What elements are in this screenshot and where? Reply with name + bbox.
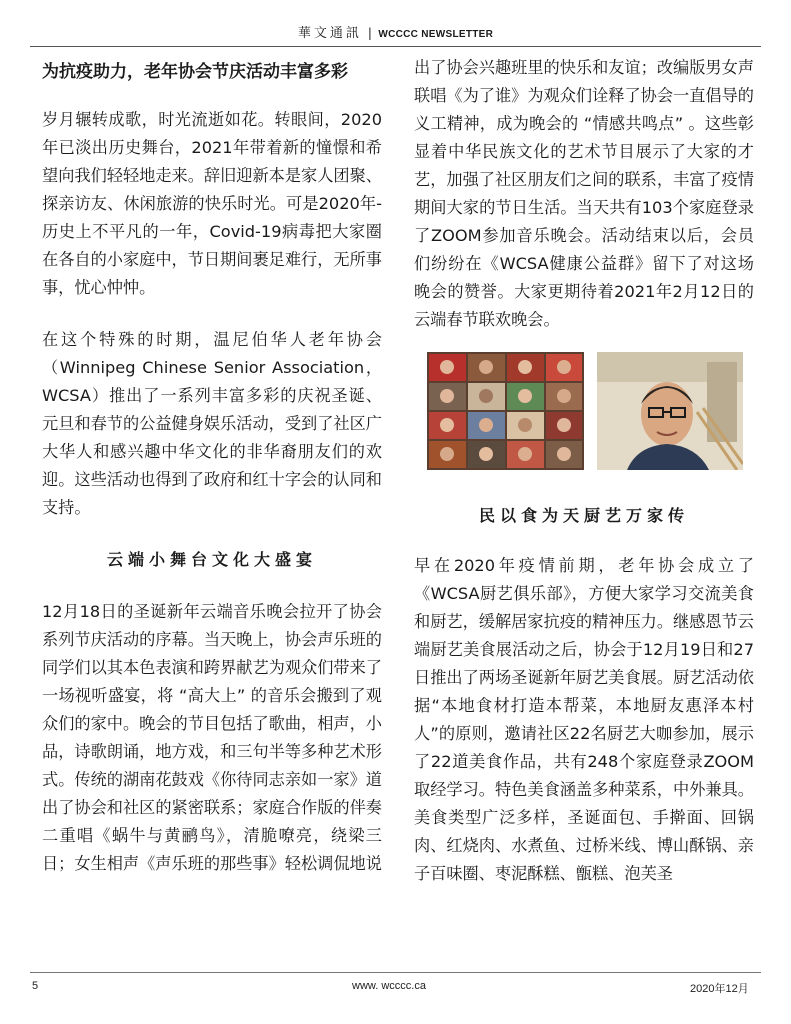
header-english-title: WCCCC NEWSLETTER <box>378 29 494 40</box>
header-divider <box>30 46 761 47</box>
page-number: 5 <box>32 980 39 992</box>
section-title-concert: 云端小舞台文化大盛宴 <box>106 550 317 569</box>
newsletter-header <box>0 22 791 41</box>
paragraph-concert-continued: 出了协会兴趣班里的快乐和友谊；改编版男女声联唱《为了谁》为观众们诠释了协会一直倡导的义工精神，成为晚会的 “情感共鸣点” 。这些彰显着中华民族文化的艺术节目展示了大家的才艺，加强了社区朋友们之间的联系，丰富了疫情期间大家的节日生活。当天共有103个家庭登录了ZOOM参加音乐晚会。活动结束以后，会员们纷纷在《WCSA健康公益群》留下了对这场晚会的赞誉。大家更期待着2021年2月12日的云端春节联欢晚会。 <box>414 58 754 329</box>
portrait-graphic <box>597 352 743 470</box>
paragraph-concert: 12月18日的圣诞新年云端音乐晚会拉开了协会系列节庆活动的序幕。当天晚上，协会声乐班的同学们以其本色表演和跨界献艺为观众们带来了一场视听盛宴，将 “高大上” 的音乐会搬到了观众们的家中。晚会的节目包括了歌曲，相声，小品，诗歌朗诵，地方戏，和三句半等多种艺术形式。传统的湖南花鼓戏《你待同志亲如一家》道出了协会和社区的紧密联系；家庭合作版的伴奏二重唱《蜗牛与黄鹂鸟》，清脆嘹亮，绕梁三日；女生相声《声乐班的那些事》轻松调侃地说 <box>42 602 382 873</box>
paragraph-intro: 岁月辗转成歌，时光流逝如花。转眼间，2020年已淡出历史舞台，2021年带着新的憧憬和希望向我们轻轻地走来。辞旧迎新本是家人团聚、探亲访友、休闲旅游的快乐时光。可是2020年-历史上不平凡的一年，Covid-19病毒把大家圈在各自的小家庭中，节日期间裹足难行，无所事事，忧心忡忡。 <box>42 110 382 297</box>
photo-row <box>414 352 754 472</box>
header-separator: | <box>367 26 373 40</box>
footer-divider <box>30 972 761 973</box>
left-column <box>42 54 382 878</box>
zoom-gallery-graphic <box>427 352 584 470</box>
portrait-photo <box>597 352 743 470</box>
right-column <box>414 54 787 888</box>
paragraph-wcsa: 在这个特殊的时期，温尼伯华人老年协会（Winnipeg Chinese Senior Association，WCSA）推出了一系列丰富多彩的庆祝圣诞、元旦和春节的公益健身娱乐活动，受到了社区广大华人和感兴趣中华文化的非华裔朋友们的欢迎。这些活动也得到了政府和红十字会的认同和支持。 <box>42 330 382 517</box>
zoom-gallery-photo <box>427 352 584 470</box>
header-chinese-title: 華文通訊 <box>297 26 362 41</box>
article-title: 为抗疫助力，老年协会节庆活动丰富多彩 <box>42 62 348 82</box>
issue-date: 2020年12月 <box>690 983 749 995</box>
website-link[interactable]: www. wcccc.ca <box>352 980 426 992</box>
paragraph-cooking: 早在2020年疫情前期，老年协会成立了《WCSA厨艺俱乐部》，方便大家学习交流美食和厨艺，缓解居家抗疫的精神压力。继感恩节云端厨艺美食展活动之后，协会于12月19日和27日推出了两场圣诞新年厨艺美食展。厨艺活动依据“本地食材打造本帮菜，本地厨友惠泽本村人”的原则，邀请社区22名厨艺大咖参加，展示了22道美食作品，共有248个家庭登录ZOOM 取经学习。特色美食涵盖多种菜系，中外兼具。美食类型广泛多样，圣诞面包、手擀面、回锅肉、红烧肉、水煮鱼、过桥米线、博山酥锅、亲子百味圈、枣泥酥糕、甑糕、泡芙圣 <box>414 556 787 883</box>
section-title-cooking: 民以食为天厨艺万家传 <box>478 506 689 525</box>
